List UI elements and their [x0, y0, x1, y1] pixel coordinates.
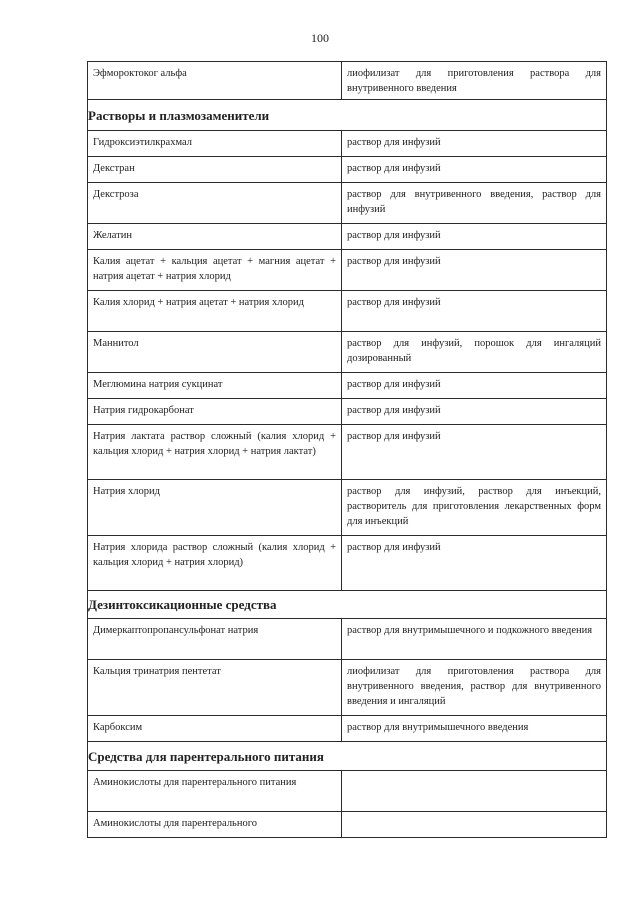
- table-row: [88, 536, 607, 591]
- drug-form-cell: лиофилизат для приготовления раствора для внутривенного введения, раствор для внутривенного введения и ингаляций: [342, 660, 607, 716]
- table-row: [88, 157, 607, 183]
- drug-name-cell: Карбоксим: [88, 716, 342, 742]
- drug-name-cell: Маннитол: [88, 332, 342, 373]
- drug-name-cell: Желатин: [88, 224, 342, 250]
- drug-name-cell: Калия хлорид + натрия ацетат + натрия хлорид: [88, 291, 342, 332]
- table-row: [88, 291, 607, 332]
- drug-form-cell: раствор для инфузий, раствор для инъекций, растворитель для приготовления лекарственных форм для инъекций: [342, 480, 607, 536]
- table-row: [88, 332, 607, 373]
- drug-form-cell: раствор для инфузий: [342, 536, 607, 591]
- drug-name-cell: Гидроксиэтилкрахмал: [88, 131, 342, 157]
- drug-name-cell: Натрия лактата раствор сложный (калия хлорид + кальция хлорид + натрия хлорид + натрия лактат): [88, 425, 342, 480]
- table-row: [88, 183, 607, 224]
- drug-form-cell: [342, 812, 607, 838]
- drug-form-cell: раствор для инфузий: [342, 250, 607, 291]
- drug-name-cell: Димеркаптопропансульфонат натрия: [88, 619, 342, 660]
- table-row: [88, 771, 607, 812]
- table-row: [88, 131, 607, 157]
- table-row: [88, 660, 607, 716]
- drug-form-cell: раствор для инфузий: [342, 224, 607, 250]
- drug-name-cell: Калия ацетат + кальция ацетат + магния ацетат + натрия ацетат + натрия хлорид: [88, 250, 342, 291]
- drug-name-cell: Натрия хлорид: [88, 480, 342, 536]
- table-row: [88, 425, 607, 480]
- section-header-row: [88, 591, 607, 619]
- drug-form-cell: [342, 771, 607, 812]
- drug-name-cell: Аминокислоты для парентерального питания: [88, 771, 342, 812]
- drug-form-cell: раствор для инфузий: [342, 131, 607, 157]
- drug-name-cell: Натрия хлорида раствор сложный (калия хлорид + кальция хлорид + натрия хлорид): [88, 536, 342, 591]
- section-title: Средства для парентерального питания: [88, 742, 607, 771]
- drug-form-cell: раствор для инфузий: [342, 399, 607, 425]
- section-header-row: [88, 742, 607, 771]
- table-row: [88, 812, 607, 838]
- drug-name-cell: Меглюмина натрия сукцинат: [88, 373, 342, 399]
- drug-form-cell: раствор для внутримышечного введения: [342, 716, 607, 742]
- section-header-row: [88, 100, 607, 131]
- drug-form-cell: раствор для инфузий, порошок для ингаляций дозированный: [342, 332, 607, 373]
- drug-name-cell: Эфмороктоког альфа: [88, 62, 342, 100]
- drug-name-cell: Натрия гидрокарбонат: [88, 399, 342, 425]
- drug-form-cell: раствор для внутримышечного и подкожного введения: [342, 619, 607, 660]
- drug-form-cell: лиофилизат для приготовления раствора для внутривенного введения: [342, 62, 607, 100]
- section-title: Дезинтоксикационные средства: [88, 591, 607, 619]
- section-title: Растворы и плазмозаменители: [88, 100, 607, 131]
- table-row: [88, 62, 607, 100]
- table-row: [88, 716, 607, 742]
- table-row: [88, 619, 607, 660]
- drug-name-cell: Декстроза: [88, 183, 342, 224]
- table-row: [88, 480, 607, 536]
- page-number: 100: [311, 31, 329, 45]
- drug-name-cell: Кальция тринатрия пентетат: [88, 660, 342, 716]
- table-row: [88, 224, 607, 250]
- drug-form-cell: раствор для инфузий: [342, 157, 607, 183]
- drug-form-cell: раствор для внутривенного введения, раствор для инфузий: [342, 183, 607, 224]
- table-row: [88, 399, 607, 425]
- drug-name-cell: Аминокислоты для парентерального: [88, 812, 342, 838]
- drug-form-cell: раствор для инфузий: [342, 291, 607, 332]
- table-row: [88, 373, 607, 399]
- drug-table: [87, 61, 607, 838]
- table-row: [88, 250, 607, 291]
- drug-name-cell: Декстран: [88, 157, 342, 183]
- drug-form-cell: раствор для инфузий: [342, 373, 607, 399]
- drug-form-cell: раствор для инфузий: [342, 425, 607, 480]
